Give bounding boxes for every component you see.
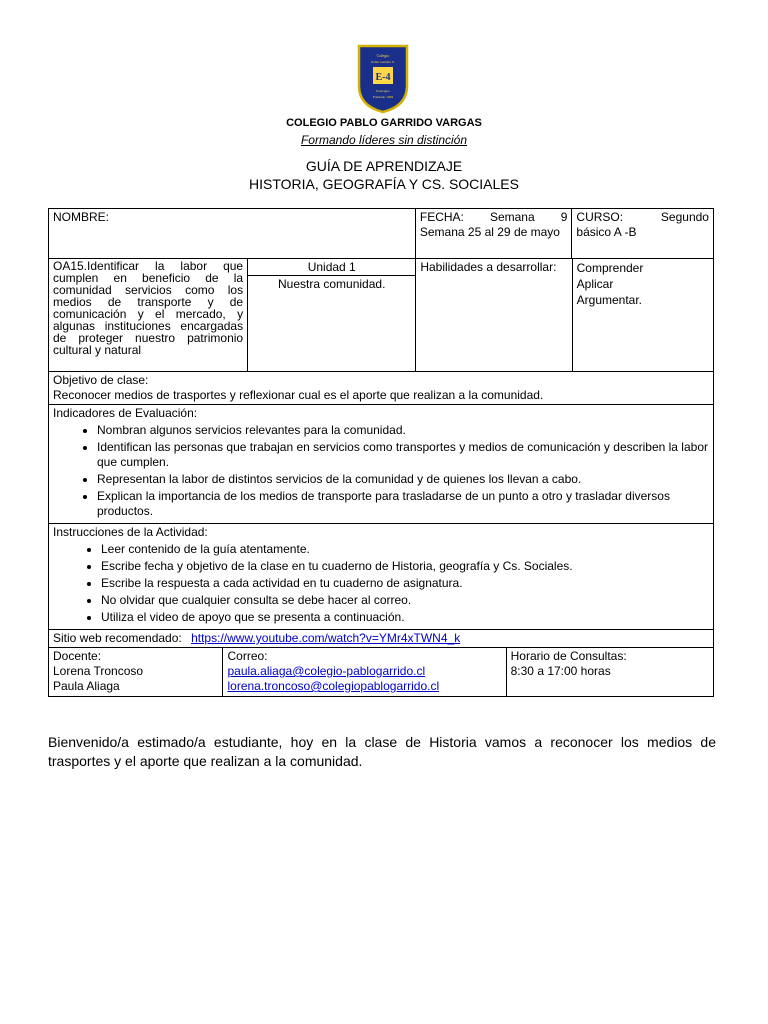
guide-title: GUÍA DE APRENDIZAJE	[305, 158, 463, 174]
email-link[interactable]: lorena.troncoso@colegiopablogarrido.cl	[227, 679, 440, 693]
docente-name: Paula Aliaga	[53, 679, 120, 693]
sitio-cell	[49, 630, 713, 647]
list-item: • Identifican las personas que trabajan en servicios como transportes y medios de comunicación y describen la labor que cumplen.	[97, 440, 709, 470]
nombre-label: NOMBRE:	[53, 210, 110, 224]
instrucciones-label: Instrucciones de la Actividad:	[53, 525, 208, 539]
habilidades-label-cell	[415, 259, 571, 371]
correo-cell	[222, 648, 505, 696]
docente-name: Lorena Troncoso	[53, 664, 144, 678]
correo-label: Correo:	[227, 649, 268, 663]
instrucciones-row	[49, 523, 713, 629]
docente-label: Docente:	[53, 649, 102, 663]
habilidad-item: Comprender	[576, 261, 644, 275]
habilidades-label: Habilidades a desarrollar:	[420, 260, 557, 274]
habilidades-cell	[572, 259, 713, 371]
school-name: COLEGIO PABLO GARRIDO VARGAS	[286, 117, 482, 129]
horario-label: Horario de Consultas:	[510, 649, 627, 663]
horario-cell	[506, 648, 713, 696]
school-crest-logo	[357, 44, 409, 114]
curso-text: CURSO: Segundo básico A -B	[576, 210, 709, 239]
email-link[interactable]: paula.aliaga@colegio-pablogarrido.cl	[227, 664, 426, 678]
intro-paragraph: Bienvenido/a estimado/a estudiante, hoy en la clase de Historia vamos a reconocer los medios de trasportes y el aporte que realizan a la comunidad.	[48, 734, 716, 769]
fecha-text: FECHA: Semana 9 Semana 25 al 29 de mayo	[419, 210, 568, 239]
student-info-row	[49, 209, 713, 258]
youtube-link[interactable]: https://www.youtube.com/watch?v=YMr4xTWN4_k	[191, 631, 461, 645]
indicadores-list	[53, 423, 709, 519]
unidad-name: Nuestra comunidad.	[278, 277, 386, 291]
fecha-cell	[415, 209, 572, 258]
svg-text:Pablo Garrido V.: Pablo Garrido V.	[371, 60, 395, 64]
habilidad-item: Argumentar.	[576, 293, 643, 307]
svg-text:Fundado 1949: Fundado 1949	[372, 95, 394, 99]
svg-text:Pencagua: Pencagua	[376, 89, 390, 93]
habilidad-item: Aplicar	[576, 277, 614, 291]
svg-text:Colegio: Colegio	[376, 53, 390, 58]
objetivo-label: Objetivo de clase:	[53, 373, 149, 387]
list-item: • Leer contenido de la guía atentamente.	[101, 542, 709, 557]
list-item: • Escribe la respuesta a cada actividad en tu cuaderno de asignatura.	[101, 576, 709, 591]
unidad-label: Unidad 1	[248, 259, 415, 276]
objetivo-row	[49, 371, 713, 404]
objetivo-cell	[49, 372, 713, 404]
instrucciones-list	[53, 542, 709, 625]
objective-row	[49, 258, 713, 371]
oa-cell	[49, 259, 247, 371]
curso-cell	[571, 209, 713, 258]
svg-text:E-4: E-4	[375, 72, 391, 83]
sitio-label: Sitio web recomendado:	[53, 631, 182, 645]
list-item: • Nombran algunos servicios relevantes para la comunidad.	[97, 423, 709, 438]
guide-info-table	[48, 208, 714, 697]
list-item: • Utiliza el video de apoyo que se presenta a continuación.	[101, 610, 709, 625]
list-item: • Explican la importancia de los medios de transporte para trasladarse de un punto a otro y trasladar diversos productos.	[97, 489, 709, 519]
school-motto: Formando líderes sin distinción	[300, 133, 468, 147]
list-item: • Escribe fecha y objetivo de la clase en tu cuaderno de Historia, geografía y Cs. Sociales.	[101, 559, 709, 574]
objetivo-text: Reconocer medios de trasportes y reflexionar cual es el aporte que realizan a la comunidad.	[53, 388, 544, 402]
sitio-row	[49, 629, 713, 647]
indicadores-label: Indicadores de Evaluación:	[53, 406, 198, 420]
list-item: • Representan la labor de distintos servicios de la comunidad y de quienes los llevan a cabo.	[97, 472, 709, 487]
indicadores-row	[49, 404, 713, 523]
oa-text: OA15.Identificar la labor que cumplen en beneficio de la comunidad servicios como los medios de transporte y de comunicación y el mercado, y algunas instituciones encargadas de proteger nuestro patrimonio cultural y natural	[53, 259, 244, 357]
docente-row	[49, 647, 713, 696]
unidad-cell	[247, 259, 415, 371]
docente-cell	[49, 648, 222, 696]
indicadores-cell	[49, 405, 713, 523]
nombre-cell	[49, 209, 415, 258]
instrucciones-cell	[49, 524, 713, 629]
subject-title: HISTORIA, GEOGRAFÍA Y CS. SOCIALES	[249, 176, 519, 192]
horario-text: 8:30 a 17:00 horas	[510, 664, 611, 678]
list-item: • No olvidar que cualquier consulta se debe hacer al correo.	[101, 593, 709, 608]
